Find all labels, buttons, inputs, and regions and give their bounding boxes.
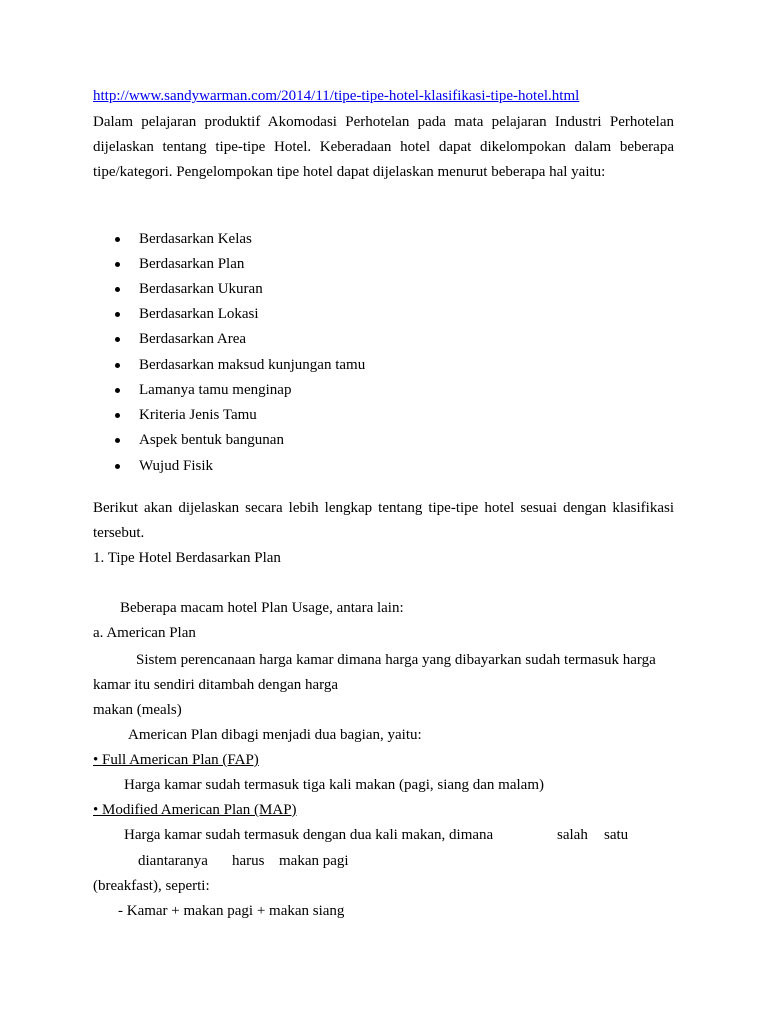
list-item-label: Berdasarkan Area (139, 331, 247, 347)
bullet-icon (115, 312, 120, 317)
american-plan-desc-3: makan (meals) (93, 702, 182, 718)
list-item-label: Lamanya tamu menginap (139, 382, 292, 398)
bullet-icon (115, 337, 120, 342)
list-item-label: Berdasarkan Ukuran (139, 281, 263, 297)
map-desc-2b: harus (232, 853, 265, 869)
map-desc-2c: makan pagi (279, 853, 349, 869)
map-desc-1c: satu (604, 827, 629, 843)
list-item-label: Aspek bentuk bangunan (139, 432, 284, 448)
followup-line-2: tersebut. (93, 525, 145, 541)
intro-line-2: dijelaskan tentang tipe-tipe Hotel. Keberadaan hotel dapat dikelompokan dalam beberapa (93, 139, 674, 155)
list-item-label: Berdasarkan Kelas (139, 231, 252, 247)
map-heading: • Modified American Plan (MAP) (93, 802, 297, 818)
bullet-icon (115, 287, 120, 292)
map-desc-1b: salah (557, 827, 588, 843)
bullet-icon (115, 413, 120, 418)
fap-heading: • Full American Plan (FAP) (93, 752, 259, 768)
american-plan-desc-2: kamar itu sendiri ditambah dengan harga (93, 677, 339, 693)
bullet-icon (115, 464, 120, 469)
map-desc-2a: diantaranya (138, 853, 208, 869)
intro-line-3: tipe/kategori. Pengelompokan tipe hotel dapat dijelaskan menurut beberapa hal yaitu: (93, 164, 606, 180)
bullet-icon (115, 237, 120, 242)
source-link[interactable]: http://www.sandywarman.com/2014/11/tipe-tipe-hotel-klasifikasi-tipe-hotel.html (93, 88, 580, 104)
section-heading: 1. Tipe Hotel Berdasarkan Plan (93, 550, 281, 566)
map-desc-1a: Harga kamar sudah termasuk dengan dua kali makan, dimana (124, 827, 494, 843)
bullet-icon (115, 262, 120, 267)
american-plan-desc-1: Sistem perencanaan harga kamar dimana harga yang dibayarkan sudah termasuk harga (136, 652, 656, 668)
intro-line-1: Dalam pelajaran produktif Akomodasi Perhotelan pada mata pelajaran Industri Perhotelan (93, 114, 674, 130)
map-desc-3: (breakfast), seperti: (93, 878, 210, 894)
bullet-icon (115, 363, 120, 368)
list-item-label: Berdasarkan Plan (139, 256, 245, 272)
list-item-label: Wujud Fisik (139, 458, 213, 474)
fap-desc: Harga kamar sudah termasuk tiga kali makan (pagi, siang dan malam) (124, 777, 544, 793)
american-plan-divided: American Plan dibagi menjadi dua bagian, yaitu: (128, 727, 422, 743)
map-example: - Kamar + makan pagi + makan siang (118, 903, 345, 919)
followup-line-1: Berikut akan dijelaskan secara lebih lengkap tentang tipe-tipe hotel sesuai dengan klasifikasi (93, 500, 674, 516)
plan-usage-intro: Beberapa macam hotel Plan Usage, antara lain: (120, 600, 404, 616)
list-item-label: Berdasarkan Lokasi (139, 306, 259, 322)
list-item-label: Berdasarkan maksud kunjungan tamu (139, 357, 366, 373)
bullet-icon (115, 388, 120, 393)
list-item-label: Kriteria Jenis Tamu (139, 407, 257, 423)
bullet-icon (115, 438, 120, 443)
american-plan-heading: a. American Plan (93, 625, 196, 641)
